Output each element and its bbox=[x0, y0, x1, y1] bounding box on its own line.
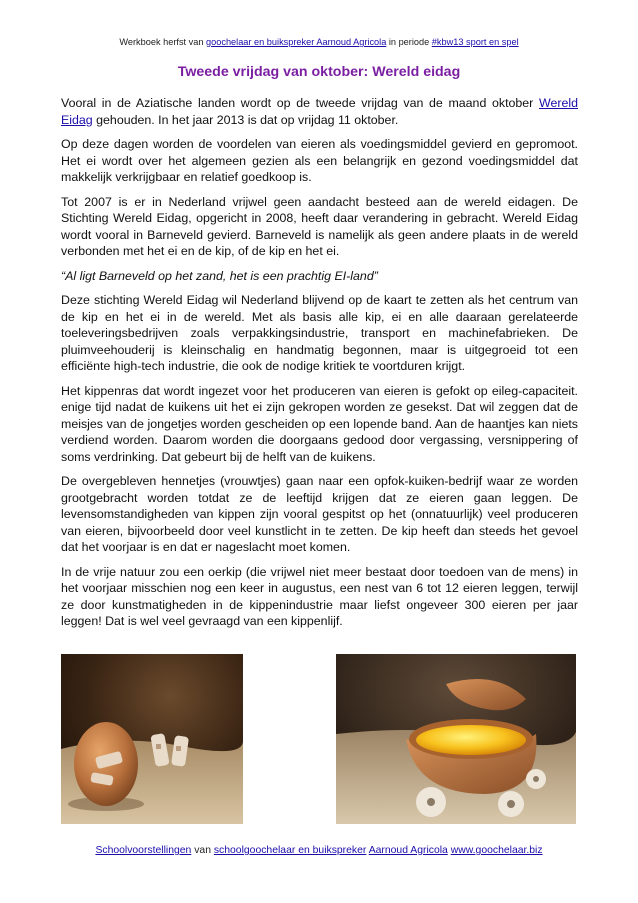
header-middle: in periode bbox=[386, 37, 432, 47]
footer-line bbox=[0, 845, 638, 856]
paragraph-4: Deze stichting Wereld Eidag wil Nederland blijvend op de kaart te zetten als het centrum van de kip en het ei in de wereld. Met als basis alle kip, ei en alle daaraan gerelateerde toeleveringsbedrijven zoals verpakkingsindustrie, transport en machinefabrieken. De pluimveehouderij is kleinschalig en handmatig begonnen, maar is uitgegroeid tot een efficiënte high-tech industrie, die ook de nodige kritiek te voortduren krijgt. bbox=[61, 293, 578, 373]
header-prefix: Werkboek herfst van bbox=[119, 37, 207, 47]
paragraph-2: Op deze dagen worden de voordelen van eieren als voedingsmiddel gevierd en gepromoot. Het ei wordt over het algemeen gezien als een belangrijk en gezond voedingsmiddel dat makkelijk verkrijgbaar en relatief goedkoop is. bbox=[61, 137, 578, 184]
quote: “Al ligt Barneveld op het zand, het is een prachtig EI-land” bbox=[61, 268, 378, 283]
paragraph-7: In de vrije natuur zou een oerkip (die vrijwel niet meer bestaat door toedoen van de mens) in het voorjaar misschien nog een keer in augustus, een nest van 6 tot 12 eieren leggen, terwijl ze door kunstmatigheden in de kippenindustrie maar liefst ongeveer 300 eieren per jaar leggen! Dat is wel veel gevraagd van een kippenlijf. bbox=[61, 564, 578, 628]
article-body bbox=[61, 95, 578, 638]
photo-egg-carriage bbox=[336, 654, 576, 824]
footer-link-school-shows[interactable]: Schoolvoorstellingen bbox=[95, 845, 192, 856]
paragraph-1 bbox=[61, 95, 578, 128]
paragraph-6: De overgebleven hennetjes (vrouwtjes) gaan naar een opfok-kuiken-bedrijf waar ze worden grootgebracht worden totdat ze de leeftijd krijgen dat ze eieren gaan leggen. De levensomstandigheden van kippen zijn vooral gespitst op het (onnatuurlijk) veel produceren van eieren, bijvoorbeeld door veel kunstlicht in te zetten. De kip heeft dan steeds het gevoel dat het voorjaar is en dat er nageslacht moet komen. bbox=[61, 474, 578, 554]
header-link-performer[interactable]: goochelaar en buikspreker Aarnoud Agricola bbox=[206, 37, 387, 47]
footer-text-1: van bbox=[191, 845, 214, 856]
header-link-hashtag[interactable]: #kbw13 sport en spel bbox=[431, 37, 519, 47]
photo-egg-bandaged bbox=[61, 654, 243, 824]
header-line bbox=[0, 37, 638, 47]
paragraph-3: Tot 2007 is er in Nederland vrijwel geen aandacht besteed aan de wereld eidagen. De Stichting Wereld Eidag, opgericht in 2008, heeft daar verandering in gebracht. Wereld Eidag wordt vooral in Barneveld gevierd. Barneveld is namelijk als geen andere plaats in de wereld verbonden met het ei en de kip, of de kip en het ei. bbox=[61, 194, 578, 258]
wereld-eidag-link[interactable]: Wereld Eidag bbox=[61, 96, 578, 127]
paragraph-1-text-before: Vooral in de Aziatische landen wordt op de tweede vrijdag van de maand oktober bbox=[61, 96, 539, 110]
paragraph-5: Het kippenras dat wordt ingezet voor het produceren van eieren is gefokt op eileg-capaciteit. enige tijd nadat de kuikens uit het ei zijn gekropen worden ze gesekst. Dat wil zeggen dat de meisjes van de jongetjes worden gescheiden op een lopende band. Aan de haantjes kan niets verdiend worden. Daarom worden die doorgaans gedood door vergassing, versnippering of soms verdrinking. Dat gebeurt bij de helft van de kuikens. bbox=[61, 383, 578, 464]
paragraph-1-text-after: gehouden. In het jaar 2013 is dat op vrijdag 11 oktober. bbox=[92, 112, 399, 127]
footer-link-website[interactable]: www.goochelaar.biz bbox=[450, 845, 543, 856]
footer-link-school-magician[interactable]: schoolgoochelaar en buikspreker bbox=[213, 845, 367, 856]
page-title: Tweede vrijdag van oktober: Wereld eidag bbox=[177, 64, 461, 80]
footer-link-name[interactable]: Aarnoud Agricola bbox=[368, 845, 448, 856]
